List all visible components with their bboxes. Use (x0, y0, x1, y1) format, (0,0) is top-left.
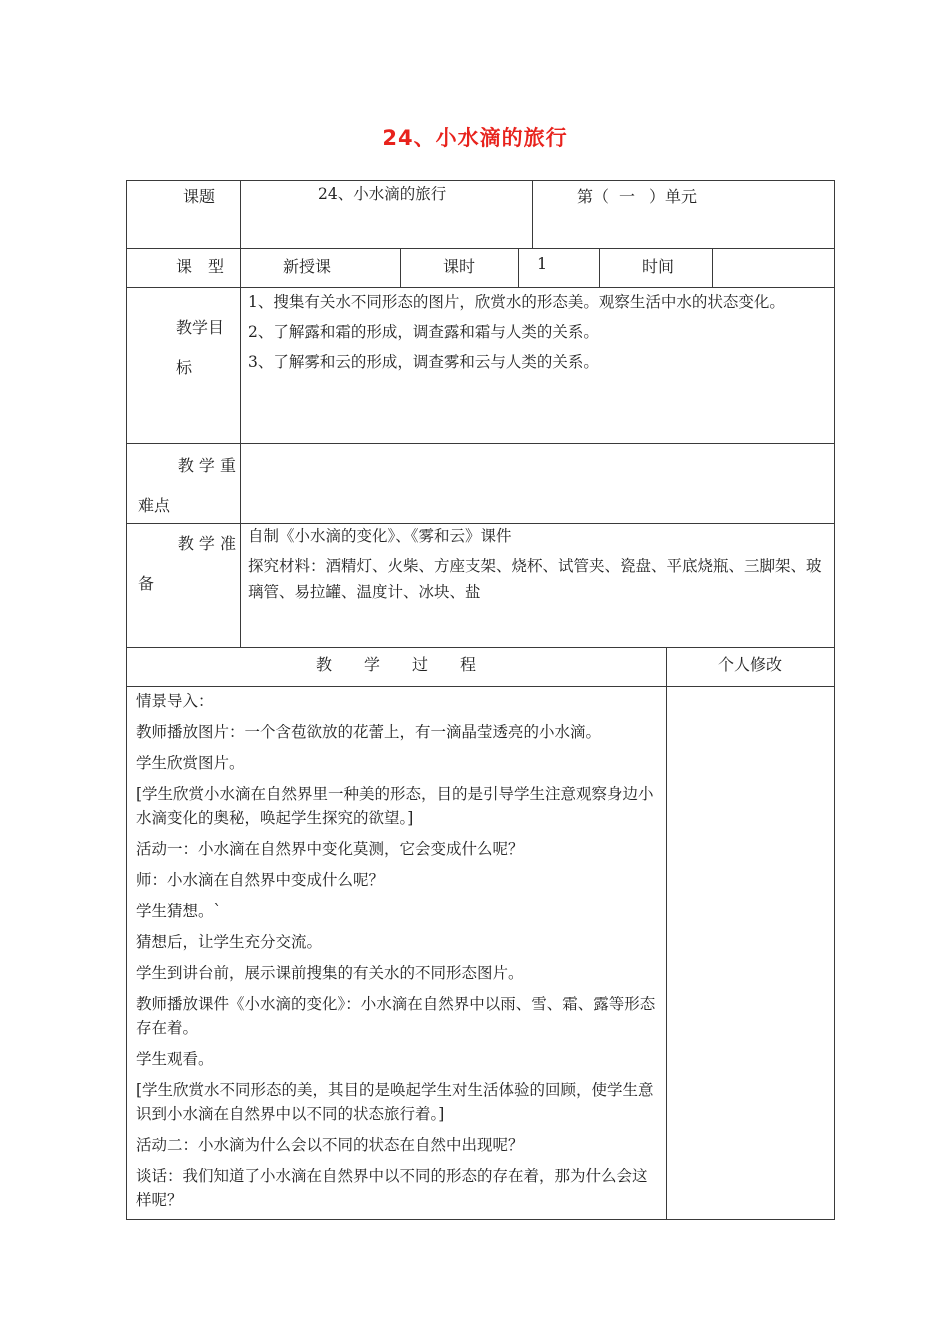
preparation-label: 教 学 准 备 (138, 534, 236, 593)
unit-suffix: ）单元 (649, 187, 698, 206)
objectives-label: 教学目 标 (176, 318, 225, 377)
difficulty-label: 教 学 重 难点 (138, 456, 236, 515)
revision-header: 个人修改 (717, 655, 782, 674)
process-paragraph: 活动一：小水滴在自然界中变化莫测，它会变成什么呢？ (136, 840, 524, 858)
table-rule (126, 686, 835, 687)
process-paragraph: [学生欣赏水不同形态的美，其目的是唤起学生对生活体验的回顾，使学生意识到小水滴在自然界中以不同的状态旅行着。] (136, 1081, 654, 1123)
process-paragraph: 学生猜想。` (136, 902, 222, 920)
unit-number: 一 (619, 187, 636, 206)
table-border-left (126, 180, 127, 1220)
preparation-courseware: 自制《小水滴的变化》、《雾和云》课件 (248, 527, 512, 545)
process-paragraph: 教师播放课件《小水滴的变化》：小水滴在自然界中以雨、雪、霜、露等形态存在着。 (136, 995, 656, 1037)
period-value: 1 (537, 254, 548, 273)
table-rule (126, 647, 835, 648)
type-label: 课 型 (176, 257, 225, 276)
process-paragraph: 猜想后，让学生充分交流。 (136, 933, 323, 951)
table-rule (126, 443, 835, 444)
unit-field (577, 184, 697, 207)
process-paragraph: 活动二：小水滴为什么会以不同的状态在自然中出现呢？ (136, 1136, 524, 1154)
process-paragraph: 情景导入： (136, 692, 214, 710)
table-border-bottom (126, 1219, 835, 1220)
process-header: 教 学 过 程 (315, 655, 476, 674)
period-label: 课时 (443, 257, 476, 276)
table-rule (400, 248, 401, 288)
table-border-right (834, 180, 835, 1220)
table-rule (532, 180, 533, 249)
table-rule (599, 248, 600, 288)
page-title: 24、小水滴的旅行 (382, 126, 568, 150)
objective-item: 3、了解雾和云的形成，调查雾和云与人类的关系。 (248, 353, 599, 371)
process-paragraph: 教师播放图片：一个含苞欲放的花蕾上，有一滴晶莹透亮的小水滴。 (136, 723, 602, 741)
objective-item: 2、了解露和霜的形成，调查露和霜与人类的关系。 (248, 323, 599, 341)
topic-value: 24、小水滴的旅行 (318, 185, 447, 203)
table-rule (240, 180, 241, 648)
process-paragraph: 学生观看。 (136, 1050, 214, 1068)
process-paragraph: 谈话：我们知道了小水滴在自然界中以不同的形态的存在着，那为什么会这样呢？ (136, 1167, 648, 1209)
unit-prefix: 第（ (577, 187, 610, 206)
table-rule (126, 287, 835, 288)
process-paragraph: 学生欣赏图片。 (136, 754, 245, 772)
topic-label: 课题 (183, 187, 216, 206)
process-paragraph: 学生到讲台前，展示课前搜集的有关水的不同形态图片。 (136, 964, 524, 982)
table-rule (712, 248, 713, 288)
table-rule (666, 647, 667, 1220)
preparation-materials: 探究材料：酒精灯、火柴、方座支架、烧杯、试管夹、瓷盘、平底烧瓶、三脚架、玻璃管、易拉罐、温度计、冰块、盐 (248, 557, 822, 601)
table-rule (126, 248, 835, 249)
preparation-content (248, 523, 828, 605)
table-border-top (126, 180, 835, 181)
objectives-list (248, 289, 828, 375)
type-value: 新授课 (283, 257, 332, 276)
table-rule (518, 248, 519, 288)
process-paragraph: [学生欣赏小水滴在自然界里一种美的形态，目的是引导学生注意观察身边小水滴变化的奥秘，唤起学生探究的欲望。] (136, 785, 654, 827)
process-body (136, 689, 658, 1219)
process-paragraph: 师：小水滴在自然界中变成什么呢？ (136, 871, 385, 889)
objective-item: 1、搜集有关水不同形态的图片，欣赏水的形态美。观察生活中水的状态变化。 (248, 293, 785, 311)
time-label: 时间 (642, 257, 675, 276)
